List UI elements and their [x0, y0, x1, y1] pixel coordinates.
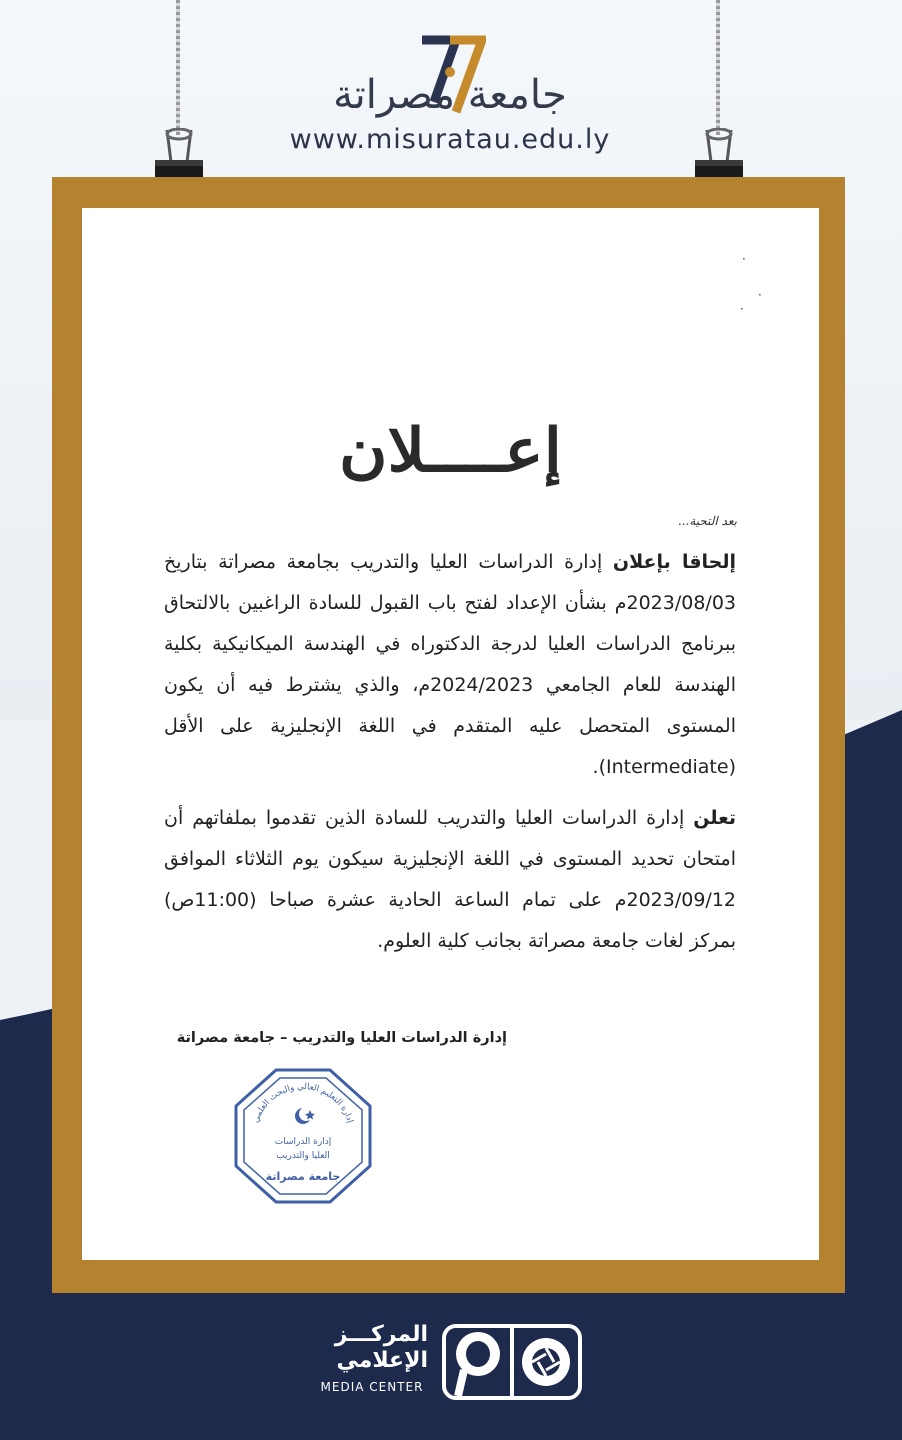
media-center-english: MEDIA CENTER [320, 1380, 424, 1394]
paragraph-2-body: إدارة الدراسات العليا والتدريب للسادة الذين تقدموا بملفاتهم أن امتحان تحديد المستوى في اللغة الإنجليزية سيكون يوم الثلاثاء الموافق 2023/09/12م على تمام الساعة الحادية عشرة صباحا (11:00ص) بمركز لغات جامعة مصراتة بجانب كلية العلوم. [164, 807, 736, 952]
paragraph-1 [164, 542, 736, 788]
paragraph-1-lead: إلحاقا بإعلان [612, 551, 736, 573]
announcement-document [82, 208, 819, 1260]
stamp-bottom-text: جامعة مصراتة [265, 1170, 341, 1183]
university-header [270, 28, 630, 163]
scan-speck: · [758, 288, 762, 302]
university-logo-text: جامعة مصراتة [333, 72, 567, 118]
camera-shutter-icon [522, 1338, 570, 1386]
media-center-arabic [308, 1322, 428, 1374]
stamp-inner-line-1: إدارة الدراسات [274, 1137, 332, 1147]
microphone-icon [456, 1332, 500, 1396]
media-center-icon [442, 1324, 582, 1400]
paragraph-1-body: إدارة الدراسات العليا والتدريب بجامعة مصراتة بتاريخ 2023/08/03م بشأن الإعداد لفتح باب القبول للسادة الراغبين بالالتحاق ببرنامج الدراسات العليا لدرجة الدكتوراه في الهندسة الميكانيكية بكلية الهندسة للعام الجامعي 2024/2023م، والذي يشترط فيه أن يكون المستوى المتحصل عليه المتقدم في اللغة الإنجليزية على الأقل (Intermediate). [164, 551, 736, 778]
crescent-star-icon [295, 1107, 315, 1124]
media-center-arabic-line-2: الإعلامي [336, 1348, 428, 1373]
signature-line: إدارة الدراسات العليا والتدريب – جامعة مصراتة [176, 1030, 507, 1046]
paragraph-2 [164, 798, 736, 962]
hanging-string-left [176, 0, 180, 135]
stamp-ring-text: إدارة التعليم العالي والبحث العلمي [251, 1081, 355, 1125]
paragraph-2-lead: تعلن [693, 807, 736, 829]
university-url: www.misuratau.edu.ly [289, 124, 611, 155]
greeting-text: بعد التحية... [677, 514, 737, 528]
hanging-string-right [716, 0, 720, 135]
announcement-title: إعــــلان [339, 416, 562, 486]
media-center-arabic-line-1: المركـــز [334, 1322, 428, 1347]
scan-speck: · [740, 302, 744, 316]
media-center-logo [300, 1318, 590, 1403]
stamp-inner-line-2: العليا والتدريب [276, 1151, 330, 1161]
scan-speck: · [742, 252, 746, 266]
official-stamp [232, 1066, 374, 1206]
